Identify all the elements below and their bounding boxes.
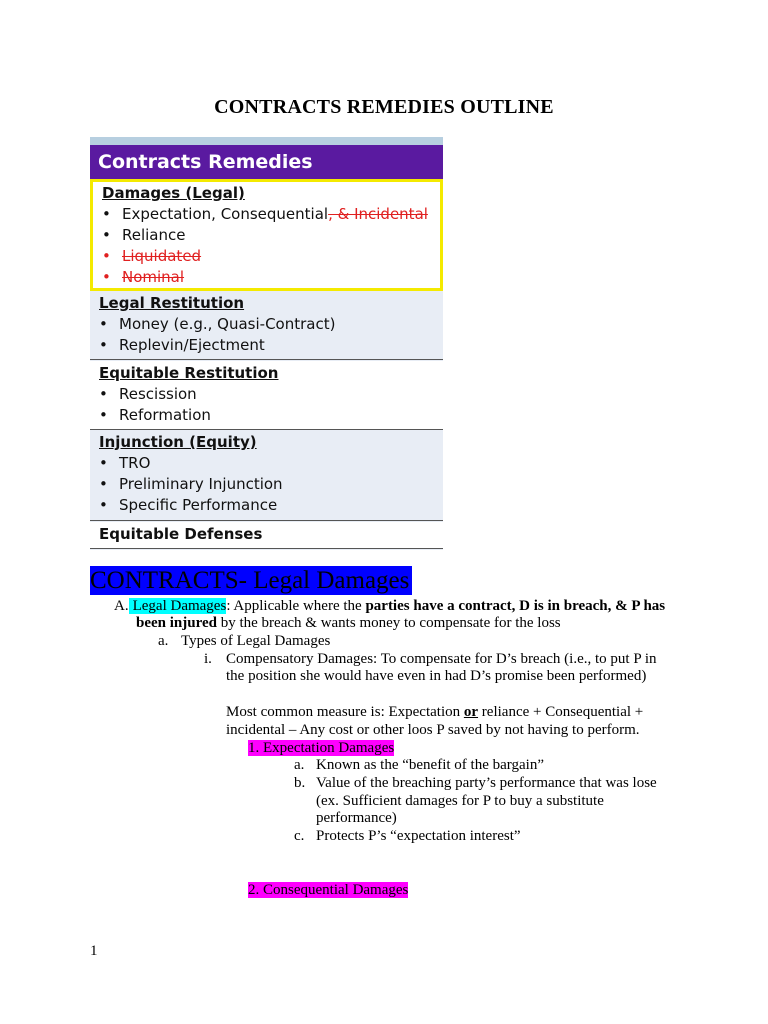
outline-item-compensatory: i. Compensatory Damages: To compensate for D’s breach (i.e., to put P in [204, 651, 657, 667]
expectation-item-c: c. Protects P’s “expectation interest” [294, 828, 521, 844]
damages-item-nominal: • Nominal [102, 268, 185, 286]
list-item: • Rescission [99, 385, 197, 403]
consequential-damages-label: 2. Consequential Damages [248, 882, 409, 898]
outline-item-types: a. Types of Legal Damages [158, 633, 331, 649]
list-item: • TRO [99, 454, 151, 472]
list-item: • Preliminary Injunction [99, 475, 283, 493]
injunction-section [90, 431, 443, 521]
damages-item-liquidated: • Liquidated [102, 247, 202, 265]
damages-item-reliance: • Reliance [102, 226, 186, 244]
slide-header: Contracts Remedies [90, 145, 443, 180]
injunction-heading: Injunction (Equity) [99, 433, 257, 451]
equitable-defenses-heading: Equitable Defenses [99, 525, 263, 543]
expectation-item-b-cont1: (ex. Sufficient damages for P to buy a substitute [316, 793, 604, 809]
most-common-measure: Most common measure is: Expectation or reliance + Consequential + [226, 704, 644, 720]
remedies-slide-image [90, 137, 443, 550]
slide-top-bar [90, 137, 443, 145]
page-number: 1 [90, 943, 98, 959]
section-heading: CONTRACTS- Legal Damages [90, 566, 412, 595]
equitable-restitution-heading: Equitable Restitution [99, 364, 279, 382]
legal-restitution-section [90, 292, 443, 360]
list-item: • Replevin/Ejectment [99, 336, 265, 354]
expectation-damages-label: 1. Expectation Damages [248, 740, 395, 756]
list-item: • Money (e.g., Quasi-Contract) [99, 315, 336, 333]
damages-heading: Damages (Legal) [102, 184, 245, 202]
damages-item-expectation: • Expectation, Consequential, & Incidental [102, 205, 428, 223]
expectation-item-b-cont2: performance) [316, 810, 397, 826]
legal-damages-highlight: Legal Damages [129, 598, 227, 614]
expectation-item-b: b. Value of the breaching party’s performance that was lose [294, 775, 657, 791]
damages-section [90, 179, 443, 291]
equitable-restitution-section [90, 361, 443, 430]
equitable-defenses-section [90, 522, 443, 549]
expectation-item-a: a. Known as the “benefit of the bargain” [294, 757, 544, 773]
outline-item-a-cont: been injured by the breach & wants money to compensate for the loss [136, 615, 561, 631]
document-title: CONTRACTS REMEDIES OUTLINE [214, 96, 554, 118]
list-item: • Reformation [99, 406, 211, 424]
outline-item-a: A. Legal Damages: Applicable where the parties have a contract, D is in breach, & P has [114, 598, 666, 614]
legal-restitution-heading: Legal Restitution [99, 294, 245, 312]
outline-item-compensatory-cont: the position she would have even in had D’s promise been performed) [226, 668, 647, 684]
list-item: • Specific Performance [99, 496, 278, 514]
most-common-measure-cont: incidental – Any cost or other loos P saved by not having to perform. [226, 722, 640, 738]
